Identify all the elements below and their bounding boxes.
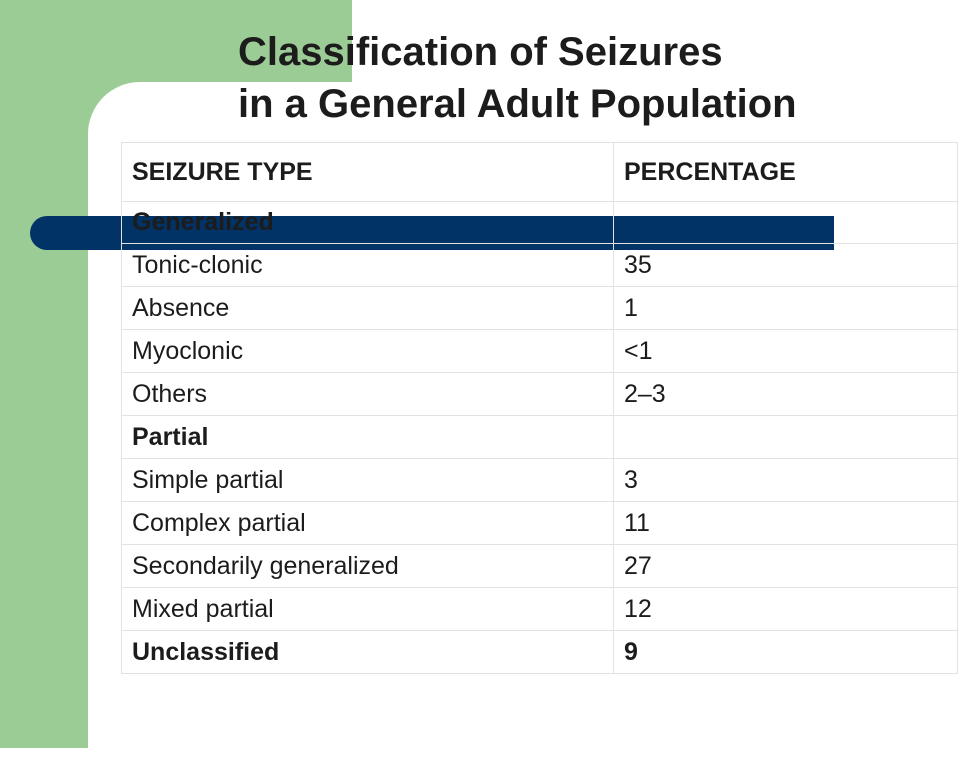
table-row xyxy=(122,202,958,244)
seizure-type-cell: Mixed partial xyxy=(122,588,614,631)
seizure-type-cell: Tonic-clonic xyxy=(122,244,614,287)
percentage-cell: 1 xyxy=(614,287,958,330)
table-row xyxy=(122,545,958,588)
seizure-type-cell: Complex partial xyxy=(122,502,614,545)
table-row xyxy=(122,373,958,416)
percentage-cell: 11 xyxy=(614,502,958,545)
table-row xyxy=(122,459,958,502)
percentage-cell: 35 xyxy=(614,244,958,287)
category-label: Generalized xyxy=(122,202,614,244)
percentage-cell: 12 xyxy=(614,588,958,631)
percentage-cell: 27 xyxy=(614,545,958,588)
table-row xyxy=(122,416,958,459)
table-row xyxy=(122,244,958,287)
percentage-cell: <1 xyxy=(614,330,958,373)
category-label: Unclassified xyxy=(122,631,614,674)
table-row xyxy=(122,588,958,631)
seizure-classification-table xyxy=(121,142,958,674)
table-header-row xyxy=(122,143,958,202)
category-label: Partial xyxy=(122,416,614,459)
seizure-type-cell: Secondarily generalized xyxy=(122,545,614,588)
percentage-cell: 2–3 xyxy=(614,373,958,416)
column-header-percentage: PERCENTAGE xyxy=(614,143,958,202)
table-row xyxy=(122,287,958,330)
table-row xyxy=(122,330,958,373)
percentage-cell xyxy=(614,416,958,459)
seizure-type-cell: Absence xyxy=(122,287,614,330)
table-row xyxy=(122,631,958,674)
slide-title-line-1: Classification of Seizures xyxy=(238,30,723,74)
slide-title xyxy=(238,26,797,130)
slide-title-line-2: in a General Adult Population xyxy=(238,82,797,126)
percentage-cell xyxy=(614,202,958,244)
percentage-cell: 3 xyxy=(614,459,958,502)
column-header-seizure-type: SEIZURE TYPE xyxy=(122,143,614,202)
seizure-type-cell: Simple partial xyxy=(122,459,614,502)
percentage-cell: 9 xyxy=(614,631,958,674)
seizure-type-cell: Others xyxy=(122,373,614,416)
table-row xyxy=(122,502,958,545)
seizure-type-cell: Myoclonic xyxy=(122,330,614,373)
